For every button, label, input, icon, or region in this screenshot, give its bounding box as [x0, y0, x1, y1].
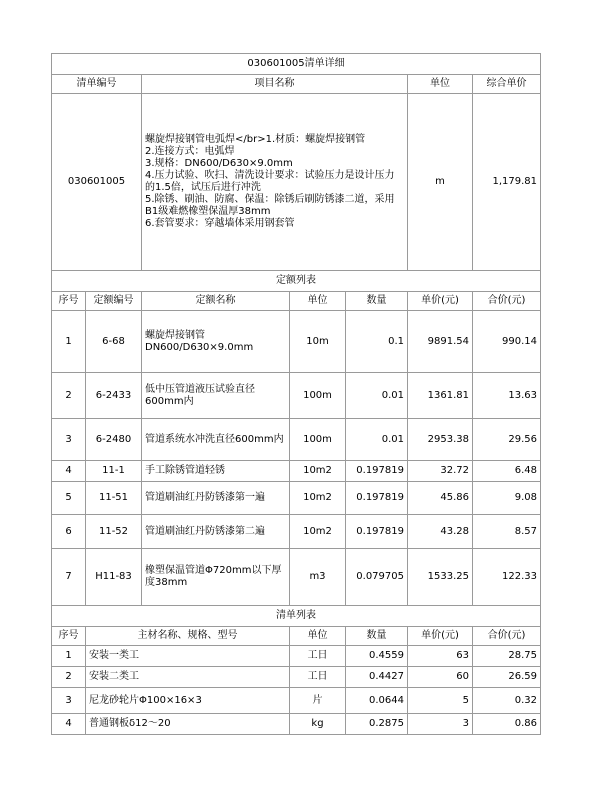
materials-header-total: 合价(元) [473, 627, 541, 646]
quota-price: 32.72 [408, 461, 473, 482]
quota-header-unit: 单位 [290, 292, 346, 311]
header-item-name: 项目名称 [142, 75, 408, 94]
description-line: 5.除锈、刷油、防腐、保温：除锈后刷防锈漆二道，采用B1级难燃橡塑保温厚38mm [145, 194, 395, 217]
header-unit: 单位 [408, 75, 473, 94]
quota-no: 2 [52, 373, 86, 419]
quota-qty: 0.197819 [346, 515, 408, 549]
table-row [52, 311, 541, 373]
quota-unit: 100m [290, 419, 346, 461]
quota-code: 6-68 [86, 311, 142, 373]
quota-unit: 10m2 [290, 461, 346, 482]
description-line: 4.压力试验、吹扫、清洗设计要求：试验压力是设计压力的1.5倍，试压后进行冲洗 [145, 170, 395, 193]
material-unit: 工日 [290, 667, 346, 688]
quota-code: 11-1 [86, 461, 142, 482]
quota-name: 管道系统水冲洗直径600mm内 [142, 419, 290, 461]
material-name: 尼龙砂轮片Φ100×16×3 [86, 688, 290, 714]
bill-unit: m [408, 94, 473, 271]
material-no: 3 [52, 688, 86, 714]
quota-total: 9.08 [473, 482, 541, 515]
description-line: 2.连接方式：电弧焊 [145, 146, 235, 157]
material-price: 63 [408, 646, 473, 667]
quota-code: 11-51 [86, 482, 142, 515]
material-no: 1 [52, 646, 86, 667]
table-row [52, 419, 541, 461]
description-line: 6.套管要求：穿越墙体采用钢套管 [145, 218, 295, 229]
material-total: 28.75 [473, 646, 541, 667]
quota-header-no: 序号 [52, 292, 86, 311]
quota-code: 11-52 [86, 515, 142, 549]
quota-section-row [52, 271, 541, 292]
materials-header-unit: 单位 [290, 627, 346, 646]
material-price: 5 [408, 688, 473, 714]
quota-total: 13.63 [473, 373, 541, 419]
quota-header-code: 定额编号 [86, 292, 142, 311]
quota-price: 1533.25 [408, 549, 473, 606]
material-total: 0.86 [473, 714, 541, 735]
quota-code: 6-2480 [86, 419, 142, 461]
material-unit: kg [290, 714, 346, 735]
quota-unit: 10m2 [290, 482, 346, 515]
quota-no: 4 [52, 461, 86, 482]
quota-qty: 0.197819 [346, 482, 408, 515]
quota-total: 29.56 [473, 419, 541, 461]
quota-header-row [52, 292, 541, 311]
material-price: 60 [408, 667, 473, 688]
quota-header-qty: 数量 [346, 292, 408, 311]
material-qty: 0.4427 [346, 667, 408, 688]
table-row [52, 461, 541, 482]
quota-code: 6-2433 [86, 373, 142, 419]
materials-section-row [52, 606, 541, 627]
description-line: 3.规格：DN600/D630×9.0mm [145, 158, 293, 169]
material-name: 安装一类工 [86, 646, 290, 667]
bill-detail-sheet [51, 53, 540, 735]
bill-detail-table [51, 53, 541, 735]
quota-price: 9891.54 [408, 311, 473, 373]
material-total: 26.59 [473, 667, 541, 688]
quota-price: 43.28 [408, 515, 473, 549]
table-row [52, 515, 541, 549]
quota-header-name: 定额名称 [142, 292, 290, 311]
quota-total: 122.33 [473, 549, 541, 606]
quota-name: 手工除锈管道轻锈 [142, 461, 290, 482]
table-row [52, 549, 541, 606]
quota-price: 45.86 [408, 482, 473, 515]
quota-price: 2953.38 [408, 419, 473, 461]
header-bill-code: 清单编号 [52, 75, 142, 94]
quota-name: 管道刷油红丹防锈漆第二遍 [142, 515, 290, 549]
quota-qty: 0.01 [346, 419, 408, 461]
quota-name: 螺旋焊接钢管DN600/D630×9.0mm [142, 311, 290, 373]
quota-price: 1361.81 [408, 373, 473, 419]
material-qty: 0.4559 [346, 646, 408, 667]
description-line: 螺旋焊接钢管电弧焊</br>1.材质：螺旋焊接钢管 [145, 134, 366, 145]
quota-total: 990.14 [473, 311, 541, 373]
materials-header-no: 序号 [52, 627, 86, 646]
quota-name: 管道刷油红丹防锈漆第一遍 [142, 482, 290, 515]
quota-no: 3 [52, 419, 86, 461]
table-row [52, 714, 541, 735]
quota-unit: 10m2 [290, 515, 346, 549]
materials-header-price: 单价(元) [408, 627, 473, 646]
bill-code: 030601005 [52, 94, 142, 271]
bill-price: 1,179.81 [473, 94, 541, 271]
material-name: 安装二类工 [86, 667, 290, 688]
material-name: 普通钢板δ12～20 [86, 714, 290, 735]
quota-unit: 100m [290, 373, 346, 419]
materials-header-qty: 数量 [346, 627, 408, 646]
quota-code: H11-83 [86, 549, 142, 606]
quota-section-title: 定额列表 [52, 271, 541, 292]
quota-no: 5 [52, 482, 86, 515]
material-qty: 0.2875 [346, 714, 408, 735]
materials-header-row [52, 627, 541, 646]
material-total: 0.32 [473, 688, 541, 714]
quota-qty: 0.01 [346, 373, 408, 419]
quota-qty: 0.1 [346, 311, 408, 373]
quota-total: 6.48 [473, 461, 541, 482]
table-row [52, 646, 541, 667]
material-no: 2 [52, 667, 86, 688]
title-row [52, 54, 541, 75]
materials-section-title: 清单列表 [52, 606, 541, 627]
material-qty: 0.0644 [346, 688, 408, 714]
table-row [52, 688, 541, 714]
quota-no: 7 [52, 549, 86, 606]
quota-header-price: 单价(元) [408, 292, 473, 311]
bill-description [142, 94, 408, 271]
bill-header-row [52, 75, 541, 94]
quota-name: 低中压管道液压试验直径600mm内 [142, 373, 290, 419]
material-unit: 片 [290, 688, 346, 714]
quota-unit: m3 [290, 549, 346, 606]
header-unit-price: 综合单价 [473, 75, 541, 94]
sheet-title: 030601005清单详细 [52, 54, 541, 75]
quota-total: 8.57 [473, 515, 541, 549]
quota-qty: 0.197819 [346, 461, 408, 482]
quota-header-total: 合价(元) [473, 292, 541, 311]
bill-row [52, 94, 541, 271]
material-price: 3 [408, 714, 473, 735]
quota-name: 橡塑保温管道Φ720mm以下厚度38mm [142, 549, 290, 606]
quota-qty: 0.079705 [346, 549, 408, 606]
quota-no: 6 [52, 515, 86, 549]
quota-unit: 10m [290, 311, 346, 373]
quota-no: 1 [52, 311, 86, 373]
table-row [52, 482, 541, 515]
table-row [52, 667, 541, 688]
material-unit: 工日 [290, 646, 346, 667]
materials-header-name: 主材名称、规格、型号 [86, 627, 290, 646]
material-no: 4 [52, 714, 86, 735]
table-row [52, 373, 541, 419]
